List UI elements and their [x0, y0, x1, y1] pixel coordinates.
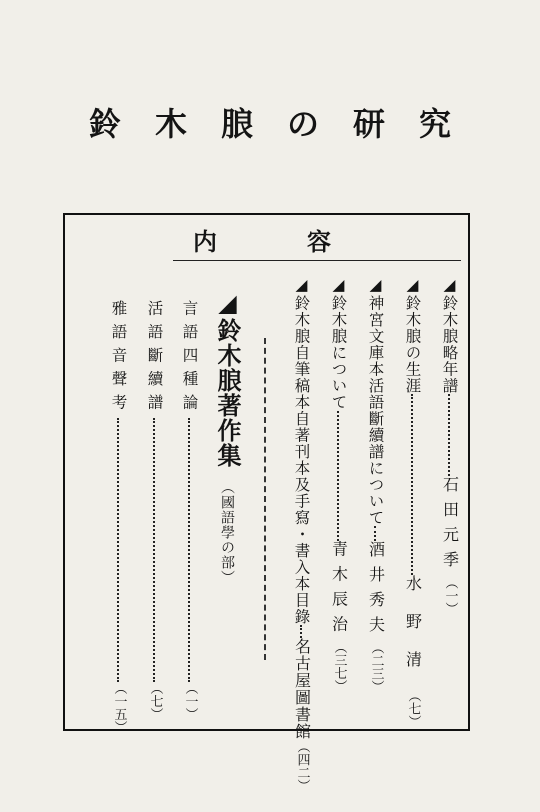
entry-author: 青木辰治: [329, 540, 349, 641]
entry-page: （二三）: [368, 641, 384, 693]
entry-page: （四二）: [294, 740, 310, 792]
leader-dots: [374, 526, 378, 541]
works-item-title: 雅語音聲考: [109, 300, 128, 418]
section-divider: [264, 338, 266, 660]
entry-author: 名古屋圖書館: [292, 638, 312, 740]
entry-title: ◢神宮文庫本活語斷續譜について: [366, 276, 385, 526]
toc-entry[interactable]: [403, 276, 423, 728]
leader-dots: [117, 418, 121, 682]
toc-entry[interactable]: [441, 276, 458, 712]
toc-entry[interactable]: [292, 276, 312, 792]
works-item-page: （一五）: [111, 681, 127, 734]
entry-page: （一）: [442, 576, 458, 615]
entry-title: ◢鈴木朖の生涯: [403, 276, 422, 394]
leader-dots: [153, 418, 157, 682]
works-item-title: 活語斷續譜: [145, 300, 164, 418]
leader-dots: [337, 411, 341, 541]
toc-entry[interactable]: [367, 276, 384, 712]
entry-page: （三七）: [331, 640, 347, 693]
contents-heading: 内容: [193, 227, 421, 256]
leader-dots: [448, 394, 452, 476]
works-item-title: 言語四種論: [180, 300, 199, 418]
works-item[interactable]: [109, 300, 128, 734]
leader-dots: [188, 418, 192, 682]
entry-title: ◢鈴木朖自筆稿本自著刊本及手寫・書入本目錄: [292, 276, 311, 625]
entry-title: ◢鈴木朖略年譜: [440, 276, 459, 394]
entry-page: （七）: [405, 689, 421, 728]
entry-author: 石田元季: [440, 476, 460, 576]
entry-author: 水野清: [403, 575, 423, 689]
leader-dots: [300, 625, 304, 638]
toc-entry[interactable]: [330, 276, 347, 712]
works-item[interactable]: [180, 300, 199, 721]
entry-author: 酒井秀夫: [366, 541, 386, 641]
heading-rule: [173, 260, 461, 261]
works-note: （國語學の部）: [219, 480, 235, 585]
entry-title: ◢鈴木朖について: [329, 276, 348, 411]
page-title: 鈴木朖の研究: [88, 105, 485, 143]
leader-dots: [411, 394, 415, 575]
works-item[interactable]: [145, 300, 164, 721]
works-item-page: （一）: [182, 681, 198, 721]
works-title: ◢鈴木朖著作集: [213, 288, 242, 468]
works-section-heading: [213, 288, 242, 585]
works-item-page: （七）: [147, 681, 163, 721]
